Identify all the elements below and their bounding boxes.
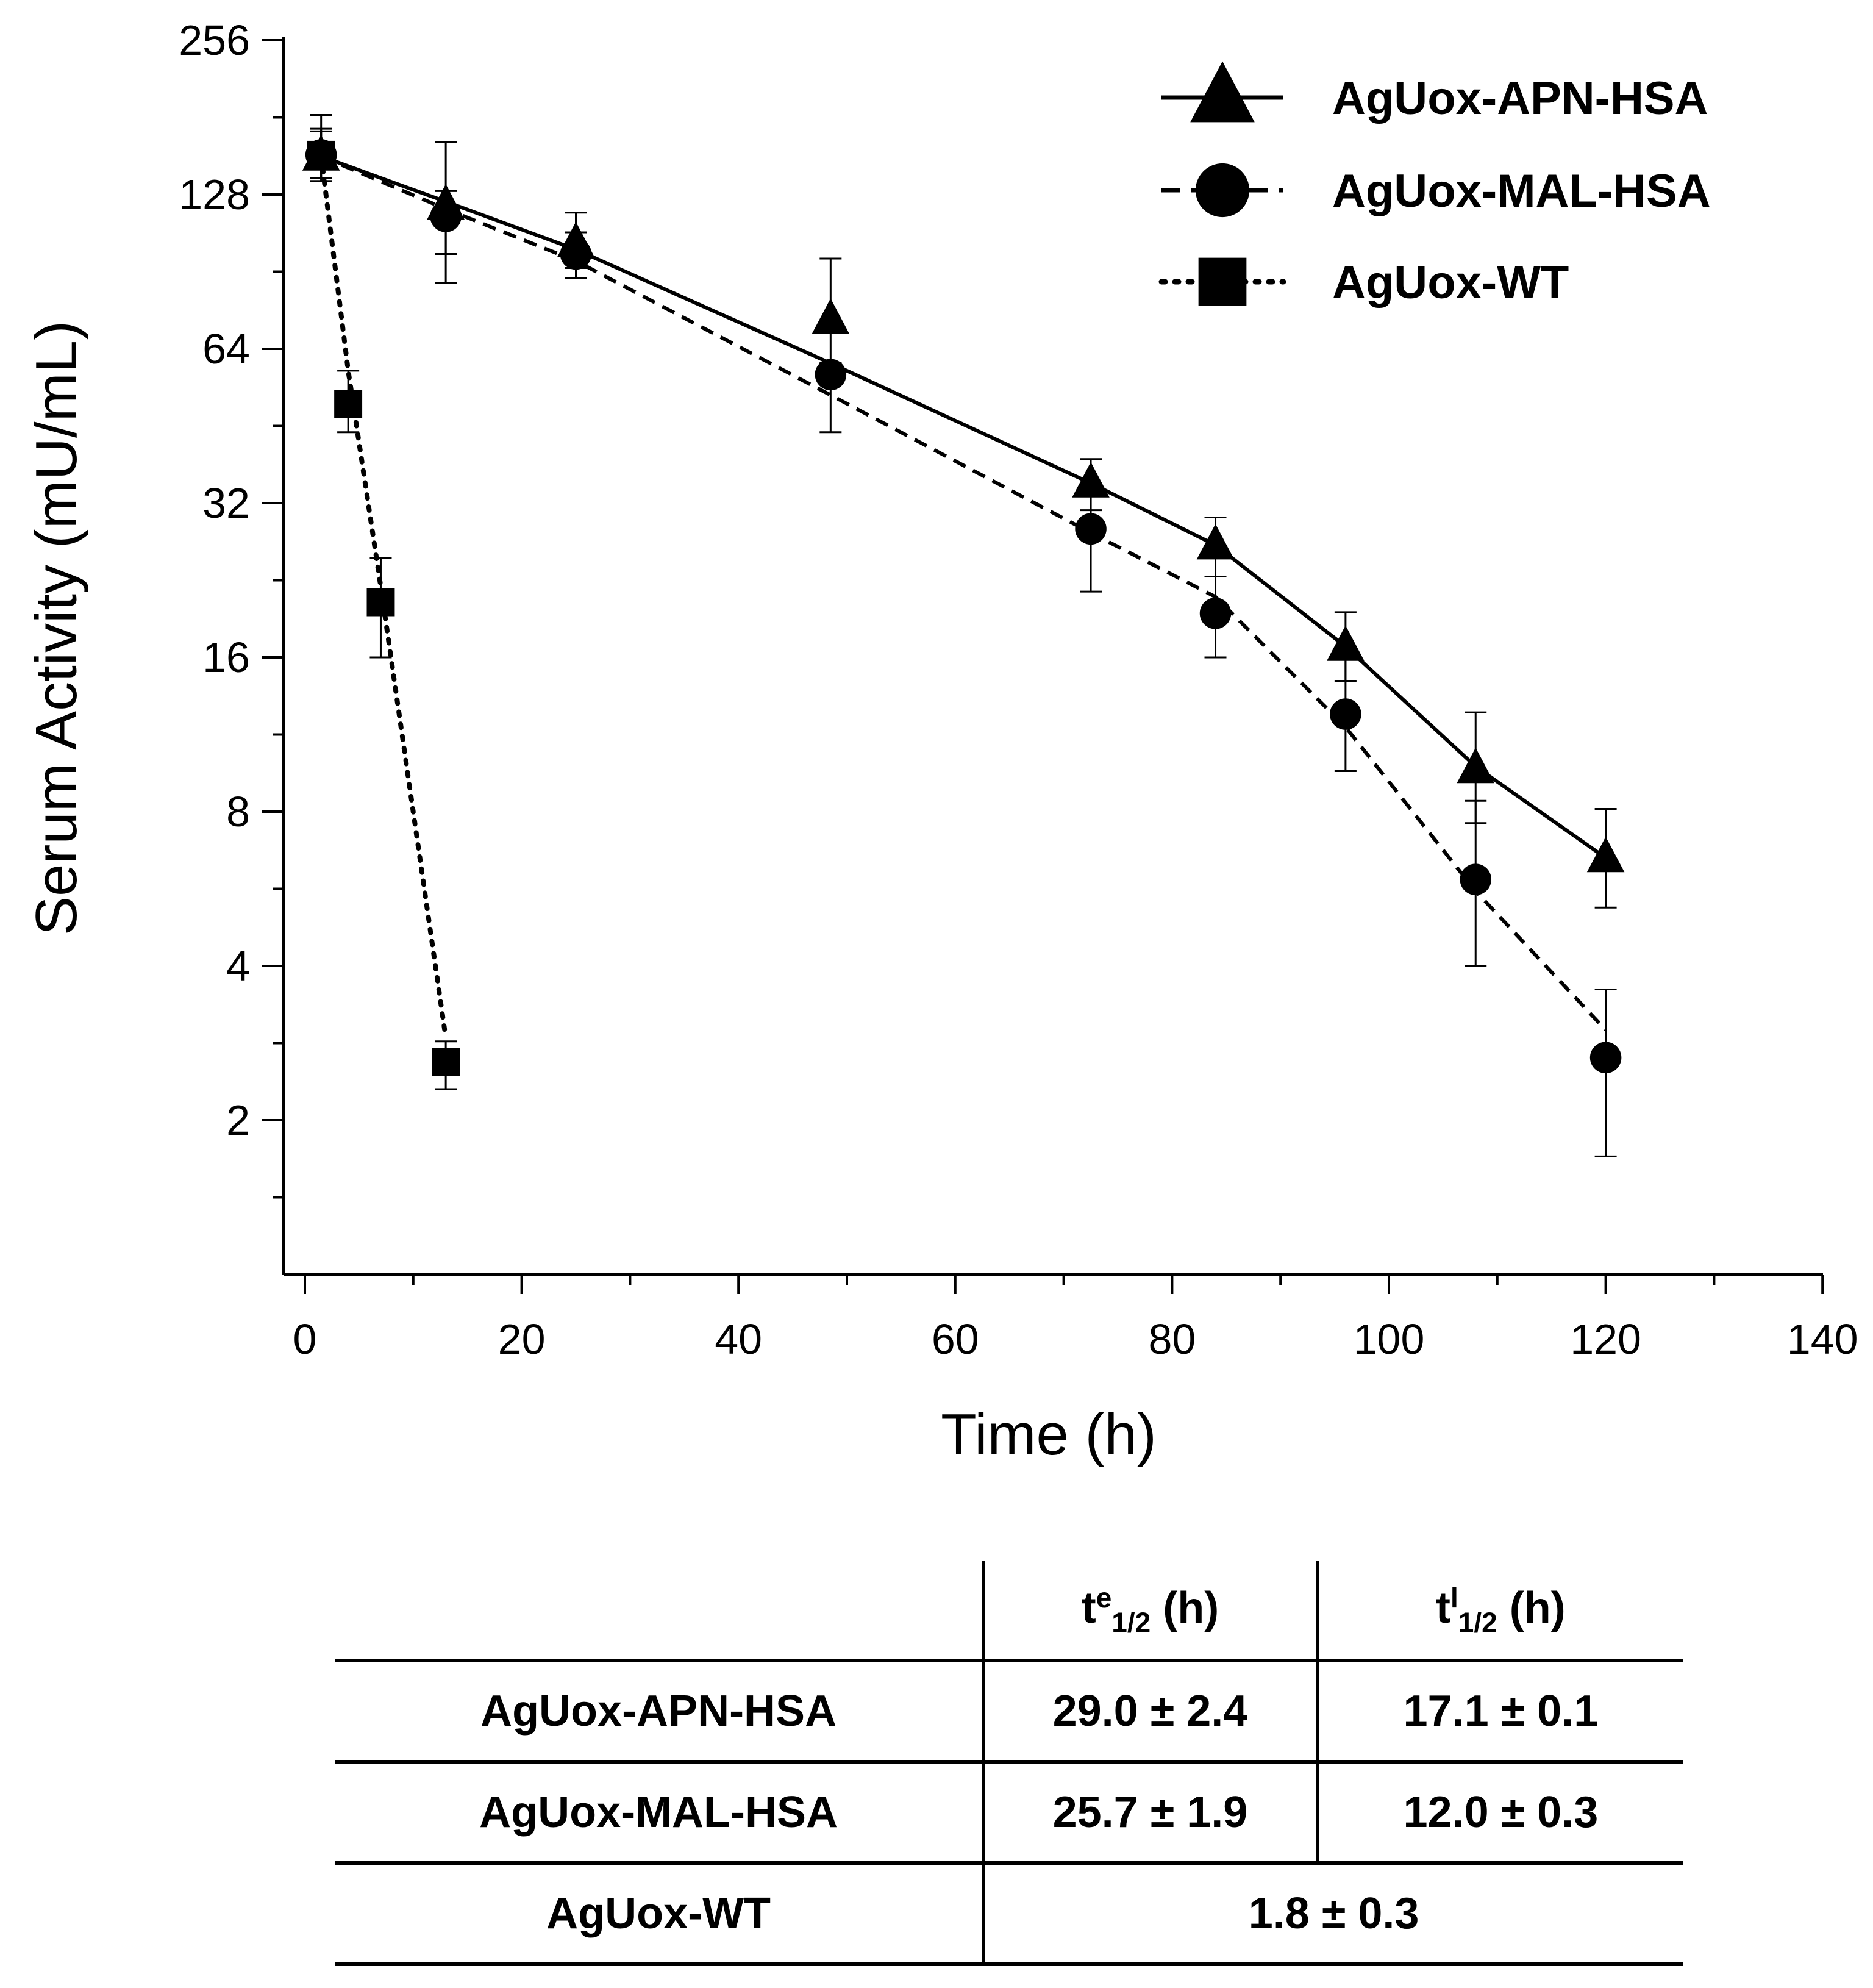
table-cell-name: AgUox-APN-HSA (335, 1661, 983, 1762)
legend-label: AgUox-APN-HSA (1332, 73, 1708, 124)
legend-marker (1196, 163, 1249, 217)
data-point-AgUox-MAL-HSA (1330, 698, 1361, 730)
table-row (335, 1762, 1683, 1863)
x-tick-label: 120 (1570, 1315, 1641, 1363)
data-point-AgUox-WT (334, 390, 362, 418)
x-tick-label: 20 (498, 1315, 546, 1363)
te-sub: 1/2 (1111, 1606, 1151, 1639)
data-point-AgUox-MAL-HSA (1460, 863, 1491, 895)
table-cell-tl: 17.1 ± 0.1 (1317, 1661, 1683, 1762)
data-point-AgUox-APN-HSA (1587, 837, 1625, 872)
y-tick-label: 16 (202, 634, 250, 681)
y-tick-label: 64 (202, 325, 250, 373)
data-point-AgUox-APN-HSA (1327, 625, 1365, 660)
y-tick-label: 128 (179, 171, 250, 218)
tl-unit: (h) (1497, 1583, 1566, 1632)
legend-label: AgUox-MAL-HSA (1332, 165, 1711, 217)
data-point-AgUox-WT (307, 141, 335, 169)
tl-base: t (1436, 1583, 1451, 1632)
data-point-AgUox-APN-HSA (1197, 524, 1235, 559)
y-tick-label: 4 (226, 942, 250, 990)
tl-sup: l (1450, 1581, 1458, 1614)
table-cell-tl: 12.0 ± 0.3 (1317, 1762, 1683, 1863)
data-point-AgUox-MAL-HSA (1200, 598, 1232, 629)
table-header-tl (1317, 1561, 1683, 1661)
table-cell-te: 29.0 ± 2.4 (983, 1661, 1318, 1762)
data-point-AgUox-MAL-HSA (560, 238, 592, 270)
y-tick-label: 32 (202, 479, 250, 527)
axes (284, 37, 1823, 1275)
data-point-AgUox-WT (432, 1048, 460, 1076)
y-tick-label: 2 (226, 1096, 250, 1144)
data-point-AgUox-APN-HSA (812, 298, 850, 334)
x-tick-label: 80 (1148, 1315, 1196, 1363)
table-header-row (335, 1561, 1683, 1661)
data-point-AgUox-MAL-HSA (1075, 513, 1107, 545)
table-cell-te: 25.7 ± 1.9 (983, 1762, 1318, 1863)
legend (1161, 61, 1711, 309)
data-point-AgUox-MAL-HSA (430, 201, 462, 232)
te-unit: (h) (1151, 1583, 1219, 1632)
legend-marker (1190, 61, 1255, 122)
legend-marker (1199, 258, 1247, 306)
table-row (335, 1661, 1683, 1762)
data-point-AgUox-MAL-HSA (1590, 1042, 1622, 1074)
data-point-AgUox-MAL-HSA (815, 359, 847, 391)
x-tick-label: 40 (715, 1315, 763, 1363)
table-cell-combined: 1.8 ± 0.3 (983, 1863, 1683, 1964)
x-tick-label: 0 (293, 1315, 317, 1363)
table-header-empty (335, 1561, 983, 1661)
legend-label: AgUox-WT (1332, 257, 1569, 309)
half-life-table-grid (335, 1561, 1683, 1966)
table-row (335, 1863, 1683, 1964)
y-tick-label: 8 (226, 788, 250, 835)
half-life-table (335, 1561, 1683, 1966)
table-cell-name: AgUox-WT (335, 1863, 983, 1964)
table-cell-name: AgUox-MAL-HSA (335, 1762, 983, 1863)
data-point-AgUox-APN-HSA (1072, 462, 1110, 498)
data-point-AgUox-WT (367, 588, 395, 617)
te-base: t (1081, 1583, 1096, 1632)
x-tick-label: 60 (931, 1315, 979, 1363)
x-axis-title: Time (h) (941, 1402, 1157, 1467)
table-header-te (983, 1561, 1318, 1661)
y-tick-label: 256 (179, 16, 250, 64)
x-tick-label: 140 (1786, 1315, 1858, 1363)
x-tick-label: 100 (1353, 1315, 1425, 1363)
y-axis-title: Serum Activity (mU/mL) (24, 320, 89, 936)
tl-sub: 1/2 (1458, 1606, 1497, 1639)
te-sup: e (1096, 1581, 1112, 1614)
